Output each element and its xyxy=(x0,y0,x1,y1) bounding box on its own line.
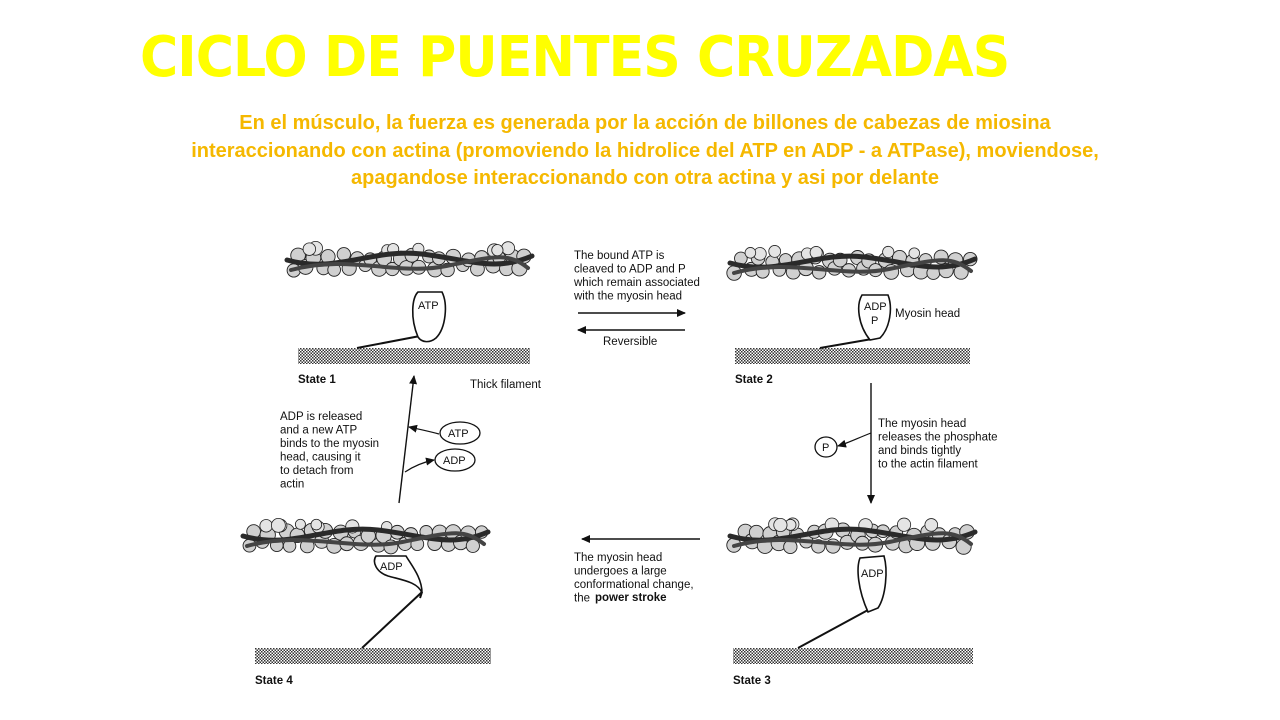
thick-filament-state-1 xyxy=(298,348,530,364)
step-2-3-text-line: releases the phosphate xyxy=(878,431,998,444)
step-3-4-text-line: the xyxy=(574,592,590,605)
myosin-head-state-4 xyxy=(362,556,422,648)
step-1-2-text-line: cleaved to ADP and P xyxy=(574,263,686,276)
state-4-label: State 4 xyxy=(255,675,293,687)
step-4-1-text-line: to detach from xyxy=(280,465,354,477)
state-1-label: State 1 xyxy=(298,374,336,386)
state-2-label: State 2 xyxy=(735,374,773,386)
step-2-3-text-line: to the actin filament xyxy=(878,458,978,471)
step-2-3-text-line: and binds tightly xyxy=(878,445,962,457)
step-4-1-text-line: actin xyxy=(280,478,305,491)
step-4-1-text-line: binds to the myosin xyxy=(280,438,380,450)
step-4-1-text xyxy=(280,411,379,491)
actin-filament-state-2 xyxy=(727,245,977,280)
step-4-1-text-line: head, causing it xyxy=(280,451,361,464)
step-4-1-text-line: ADP is released xyxy=(280,411,363,423)
step-2-3-text-line: The myosin head xyxy=(878,418,967,430)
step-3-4-text-line: conformational change, xyxy=(574,579,694,591)
power-stroke-label: power stroke xyxy=(595,592,667,604)
myosin-head-state-1 xyxy=(357,292,445,348)
phosphate-label: P xyxy=(822,442,830,454)
step-4-1-text-line: and a new ATP xyxy=(280,424,358,437)
step-2-3-text xyxy=(878,418,998,471)
reversible-label: Reversible xyxy=(603,336,658,348)
state-3-label: State 3 xyxy=(733,675,771,687)
adp-out-label: ADP xyxy=(443,455,466,467)
transition-3-4 xyxy=(574,539,700,605)
myosin-head-state-2 xyxy=(820,295,890,348)
state-3-head-label: ADP xyxy=(861,568,884,580)
state-4-head-label: ADP xyxy=(380,561,403,573)
transition-2-3 xyxy=(815,383,998,503)
transition-4-1 xyxy=(280,376,480,503)
step-1-2-text-line: with the myosin head xyxy=(574,290,683,303)
slide-subtitle: En el músculo, la fuerza es generada por la acción de billones de cabezas de miosina interaccionando con actina (promoviendo la hidrolice del ATP en ADP - a ATPase), moviendose, apagandose interaccionando con otra actina y asi por delante xyxy=(191,112,1099,189)
state-2-head-adp: ADP xyxy=(864,301,887,313)
step-1-2-text-line: The bound ATP is xyxy=(574,250,665,262)
thick-filament-state-2 xyxy=(735,348,970,364)
step-3-4-text-line: undergoes a large xyxy=(574,565,667,578)
state-1-head-label: ATP xyxy=(418,300,439,312)
step-3-4-text-line: The myosin head xyxy=(574,552,663,564)
step-1-2-text-line: which remain associated xyxy=(574,277,700,289)
actin-filament-state-1 xyxy=(287,241,532,277)
step-1-2-text xyxy=(573,250,700,303)
atp-in-label: ATP xyxy=(448,428,469,440)
state-2-head-p: P xyxy=(871,315,879,327)
slide-title: CICLO DE PUENTES CRUZADAS xyxy=(140,25,1010,90)
thick-filament-state-4 xyxy=(255,648,491,664)
myosin-head-state-3 xyxy=(798,556,886,648)
thick-filament-label: Thick filament xyxy=(470,379,541,391)
transition-1-2 xyxy=(573,250,700,348)
thick-filament-state-3 xyxy=(733,648,973,664)
myosin-head-label: Myosin head xyxy=(895,308,961,320)
actin-filament-state-4 xyxy=(243,518,488,553)
actin-filament-state-3 xyxy=(727,518,975,554)
